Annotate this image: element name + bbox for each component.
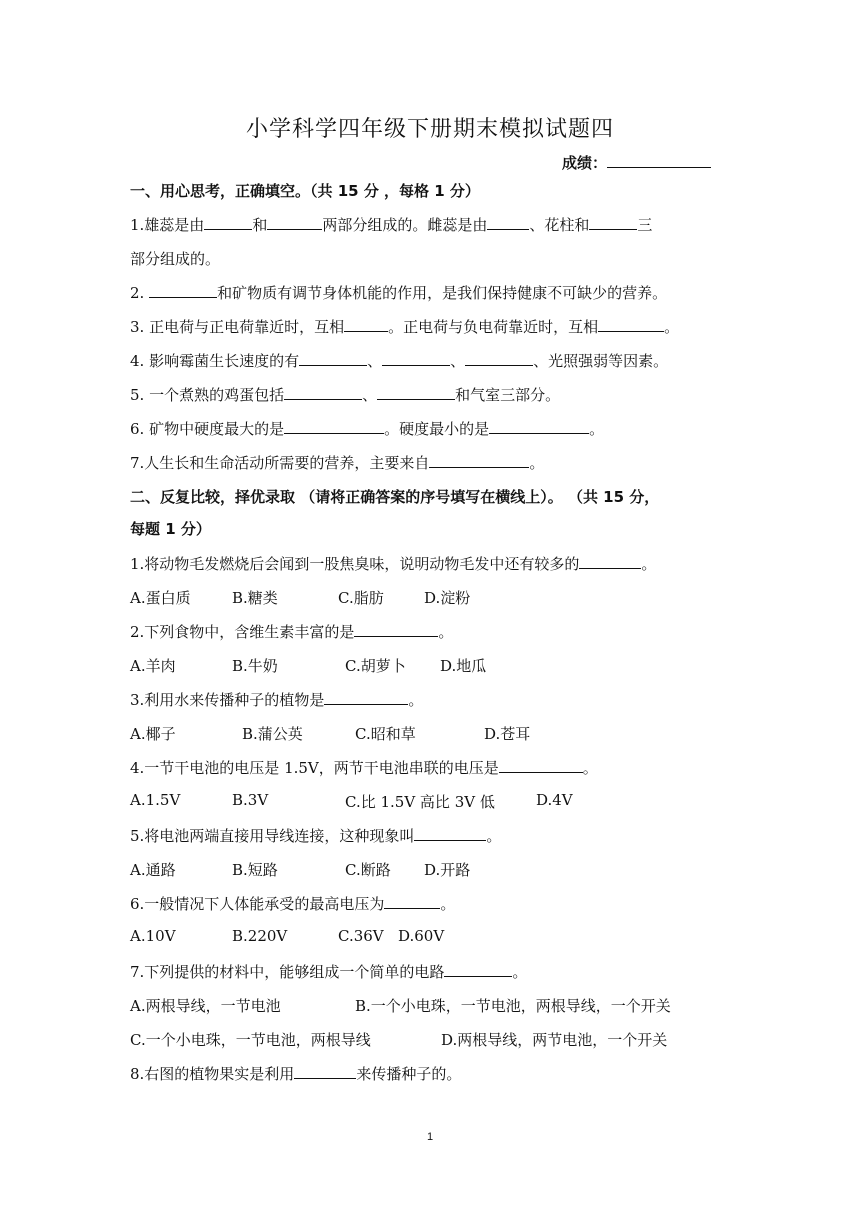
s2-q7-option-d: D.两根导线，两节电池，一个开关 [441, 1031, 668, 1049]
s1-q7-text-b: 。 [529, 454, 545, 472]
answer-blank [284, 384, 362, 400]
s2-q6-option-b: B.220V [232, 927, 288, 945]
s2-q2-option-b: B.牛奶 [232, 657, 278, 675]
s2-q1-option-b: B.糖类 [232, 589, 278, 607]
s1-q4 [130, 350, 668, 371]
answer-blank [487, 214, 529, 230]
s2-q2-option-c: C.胡萝卜 [345, 657, 406, 675]
score-field [562, 152, 711, 173]
answer-blank [267, 214, 322, 230]
section2-heading-line2: 每题 1 分） [130, 520, 211, 538]
s1-q4-text-c: 、 [450, 352, 466, 370]
s2-q7-option-a: A.两根导线，一节电池 [130, 997, 281, 1015]
s2-q4-option-d: D.4V [536, 791, 573, 809]
s1-q3-text-c: 。 [664, 318, 680, 336]
s1-q1-text-c: 两部分组成的。雌蕊是由 [322, 216, 488, 234]
s1-q1-text-d: 、花柱和 [529, 216, 590, 234]
answer-blank [598, 316, 664, 332]
s2-q8-stem [130, 1063, 461, 1084]
s2-q8-stem-text: 8.右图的植物果实是利用 [130, 1065, 295, 1083]
s2-q2-stem-end: 。 [438, 623, 454, 641]
answer-blank [589, 214, 637, 230]
answer-blank [377, 384, 455, 400]
answer-blank [294, 1063, 356, 1079]
score-label: 成绩： [562, 154, 608, 172]
s1-q5-text-b: 、 [362, 386, 378, 404]
s1-q2-text-b: 和矿物质有调节身体机能的作用，是我们保持健康不可缺少的营养。 [217, 284, 668, 302]
s1-q7-text-a: 7.人生长和生命活动所需要的营养，主要来自 [130, 454, 430, 472]
answer-blank [284, 418, 384, 434]
answer-blank [499, 757, 583, 773]
s2-q5-option-a: A.通路 [130, 861, 176, 879]
s2-q3-stem-text: 3.利用水来传播种子的植物是 [130, 691, 325, 709]
answer-blank [429, 452, 529, 468]
score-blank [607, 153, 711, 168]
s1-q1-line1 [130, 214, 652, 235]
s2-q7-option-b: B.一个小电珠，一节电池，两根导线，一个开关 [355, 997, 671, 1015]
s2-q7-stem-end: 。 [512, 963, 528, 981]
s2-q4-option-b: B.3V [232, 791, 269, 809]
s2-q4-stem [130, 757, 598, 778]
answer-blank [382, 350, 450, 366]
s2-q6-stem-end: 。 [440, 895, 456, 913]
s2-q6-stem [130, 893, 455, 914]
s2-q5-stem-end: 。 [486, 827, 502, 845]
answer-blank [444, 961, 512, 977]
page-number: 1 [426, 1131, 434, 1143]
s2-q1-option-d: D.淀粉 [424, 589, 471, 607]
answer-blank [489, 418, 589, 434]
s2-q2-stem-text: 2.下列食物中，含维生素丰富的是 [130, 623, 355, 641]
s2-q5-option-d: D.开路 [424, 861, 471, 879]
s2-q7-stem-text: 7.下列提供的材料中，能够组成一个简单的电路 [130, 963, 445, 981]
s1-q4-text-a: 4. 影响霉菌生长速度的有 [130, 352, 300, 370]
s1-q6-text-b: 。硬度最小的是 [384, 420, 490, 438]
s1-q3-text-a: 3. 正电荷与正电荷靠近时，互相 [130, 318, 345, 336]
s1-q6-text-c: 。 [589, 420, 605, 438]
s2-q4-stem-text: 4.一节干电池的电压是 1.5V，两节干电池串联的电压是 [130, 759, 499, 777]
s2-q3-stem [130, 689, 423, 710]
s2-q8-stem-end: 来传播种子的。 [356, 1065, 462, 1083]
answer-blank [384, 893, 440, 909]
s2-q4-option-c: C.比 1.5V 高比 3V 低 [345, 793, 495, 811]
s1-q3 [130, 316, 679, 337]
answer-blank [354, 621, 438, 637]
s2-q2-stem [130, 621, 453, 642]
s2-q7-option-c: C.一个小电珠，一节电池，两根导线 [130, 1031, 371, 1049]
answer-blank [149, 282, 217, 298]
s1-q1-text-a: 1.雄蕊是由 [130, 216, 205, 234]
answer-blank [414, 825, 486, 841]
s2-q6-stem-text: 6.一般情况下人体能承受的最高电压为 [130, 895, 385, 913]
answer-blank [324, 689, 408, 705]
s2-q5-stem-text: 5.将电池两端直接用导线连接，这种现象叫 [130, 827, 415, 845]
s2-q3-option-c: C.昭和草 [355, 725, 416, 743]
answer-blank [579, 553, 641, 569]
s2-q6-option-d: D.60V [398, 927, 445, 945]
s2-q4-option-a: A.1.5V [130, 791, 181, 809]
s2-q1-stem-end: 。 [641, 555, 657, 573]
s1-q1-text-b: 和 [252, 216, 268, 234]
answer-blank [299, 350, 367, 366]
s2-q1-stem-text: 1.将动物毛发燃烧后会闻到一股焦臭味，说明动物毛发中还有较多的 [130, 555, 580, 573]
s2-q5-option-b: B.短路 [232, 861, 278, 879]
section2-heading-line1: 二、反复比较，择优录取 （请将正确答案的序号填写在横线上）。 （共 15 分， [130, 488, 660, 506]
s2-q5-stem [130, 825, 501, 846]
s2-q6-option-a: A.10V [130, 927, 176, 945]
s2-q5-option-c: C.断路 [345, 861, 391, 879]
s2-q3-stem-end: 。 [408, 691, 424, 709]
s1-q6-text-a: 6. 矿物中硬度最大的是 [130, 420, 285, 438]
answer-blank [344, 316, 388, 332]
s2-q1-stem [130, 553, 656, 574]
s2-q3-option-a: A.椰子 [130, 725, 176, 743]
answer-blank [204, 214, 252, 230]
s1-q1-text-e: 三 [637, 216, 653, 234]
s1-q5-text-a: 5. 一个煮熟的鸡蛋包括 [130, 386, 285, 404]
s1-q6 [130, 418, 604, 439]
s2-q2-option-a: A.羊肉 [130, 657, 176, 675]
s1-q5 [130, 384, 560, 405]
s2-q3-option-d: D.苍耳 [484, 725, 531, 743]
exam-title: 小学科学四年级下册期末模拟试题四 [245, 117, 614, 142]
section1-heading: 一、用心思考，正确填空。（共 15 分 ，每格 1 分） [130, 182, 480, 200]
answer-blank [465, 350, 533, 366]
s2-q1-option-a: A.蛋白质 [130, 589, 191, 607]
s1-q2-text-a: 2. [130, 284, 150, 302]
s1-q7 [130, 452, 544, 473]
s1-q1-line2: 部分组成的。 [130, 250, 221, 268]
s2-q2-option-d: D.地瓜 [440, 657, 487, 675]
s2-q7-stem [130, 961, 527, 982]
s1-q2 [130, 282, 667, 303]
s2-q1-option-c: C.脂肪 [338, 589, 384, 607]
s1-q5-text-c: 和气室三部分。 [455, 386, 561, 404]
s1-q4-text-b: 、 [367, 352, 383, 370]
s1-q3-text-b: 。正电荷与负电荷靠近时，互相 [388, 318, 599, 336]
s2-q4-stem-end: 。 [582, 759, 598, 777]
s2-q3-option-b: B.蒲公英 [242, 725, 303, 743]
s1-q4-text-d: 、光照强弱等因素。 [533, 352, 669, 370]
s2-q6-option-c: C.36V [338, 927, 384, 945]
